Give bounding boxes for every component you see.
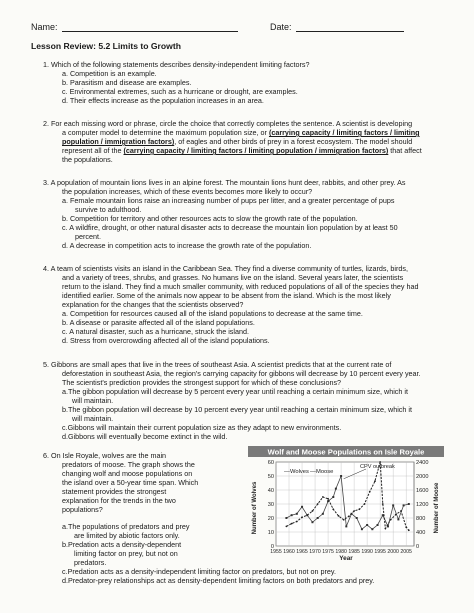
y-tick-label-right: 0 bbox=[416, 544, 420, 550]
q3-option-c: percent. bbox=[75, 232, 101, 241]
moose-data-point bbox=[395, 514, 397, 516]
moose-data-point bbox=[358, 508, 360, 510]
q2-text: , of eagles and other birds of prey in a forest ecosystem. The model should bbox=[174, 137, 413, 146]
q2-choice-2[interactable]: (carrying capacity / limiting factors / limiting population / immigration factors) bbox=[123, 146, 389, 155]
x-tick-label: 1970 bbox=[309, 549, 321, 555]
moose-data-point bbox=[332, 508, 334, 510]
legend-label: — bbox=[310, 469, 316, 475]
q5-stem: The scientist's prediction provides the strongest support for which of these conclusions? bbox=[62, 378, 342, 387]
wolves-data-point bbox=[296, 513, 298, 515]
q4-option-b: b. A disease or parasite affected all of the island populations. bbox=[62, 318, 255, 327]
q3-option-a: survive to adulthood. bbox=[75, 205, 142, 214]
y-tick-label-left: 0 bbox=[270, 544, 274, 550]
q1-option-b: b. Parasitism and disease are examples. bbox=[62, 78, 192, 87]
q6-option-c: c.Predation acts as a density-independent limiting factor on predators, but not on prey. bbox=[62, 567, 336, 576]
y-tick-label-left: 20 bbox=[267, 516, 274, 522]
y-tick-label-right: 400 bbox=[416, 530, 426, 536]
moose-data-point bbox=[400, 510, 402, 512]
x-tick-label: 1980 bbox=[335, 549, 347, 555]
y-tick-label-left: 50 bbox=[267, 474, 274, 480]
name-field[interactable] bbox=[62, 31, 238, 32]
wolves-data-point bbox=[356, 517, 358, 519]
q4-stem: 4. A team of scientists visits an island in the Caribbean Sea. They find a diverse community of turtles, lizards, birds, bbox=[43, 264, 409, 273]
q1-stem: 1. Which of the following statements describes density-independent limiting factors? bbox=[43, 60, 310, 69]
q5-option-a: a.The gibbon population will decrease by 5 percent every year until reaching a certain minimum size, which it bbox=[62, 387, 408, 396]
x-tick-label: 1990 bbox=[361, 549, 373, 555]
y-tick-label-right: 1200 bbox=[416, 502, 429, 508]
moose-data-point bbox=[390, 519, 392, 521]
moose-data-point bbox=[291, 523, 293, 525]
x-tick-label: 1960 bbox=[283, 549, 295, 555]
moose-data-point bbox=[384, 528, 386, 530]
wolves-data-point bbox=[291, 514, 293, 516]
q2-text: a computer model to determine the maximum population size, or bbox=[62, 128, 269, 137]
wolves-data-point bbox=[392, 504, 394, 506]
wolves-data-point bbox=[371, 528, 373, 530]
q4-option-d: d. Stress from overcrowding affected all of the island populations. bbox=[62, 336, 270, 345]
moose-data-point bbox=[369, 491, 371, 493]
q2-line-1: 2. For each missing word or phrase, circle the choice that correctly completes the sentence. A scientist is developing bbox=[43, 119, 413, 128]
q6-stem: 6. On Isle Royale, wolves are the main bbox=[43, 451, 167, 460]
moose-data-point bbox=[306, 514, 308, 516]
wolves-data-point bbox=[361, 528, 363, 530]
moose-data-point bbox=[364, 503, 366, 505]
chart-ylabel-right: Number of Moose bbox=[434, 482, 440, 534]
q1-option-d: d. Their effects increase as the population increases in an area. bbox=[62, 96, 264, 105]
y-tick-label-left: 40 bbox=[267, 488, 274, 494]
name-label: Name: bbox=[31, 22, 58, 32]
q5-option-d: d.Gibbons will eventually become extinct in the wild. bbox=[62, 432, 228, 441]
q2-choice-1-part2[interactable]: population / immigration factors) bbox=[62, 137, 175, 146]
moose-data-point bbox=[348, 515, 350, 517]
legend-label: — bbox=[284, 469, 290, 475]
moose-data-point bbox=[322, 496, 324, 498]
q3-option-c: c. A wildfire, drought, or other natural disaster acts to decrease the mountain lion population by at least 50 bbox=[62, 223, 398, 232]
q4-stem: return to the island. They find a much smaller community, with reduced populations of all of the species they had bbox=[62, 282, 419, 291]
y-tick-label-right: 1600 bbox=[416, 488, 429, 494]
q2-line-3 bbox=[62, 137, 412, 146]
x-tick-label: 1995 bbox=[374, 549, 386, 555]
wolves-data-point bbox=[340, 475, 342, 477]
y-tick-label-left: 10 bbox=[267, 530, 274, 536]
y-tick-label-right: 800 bbox=[416, 516, 426, 522]
moose-data-point bbox=[353, 510, 355, 512]
wolf-moose-chart bbox=[248, 446, 444, 562]
y-tick-label-left: 60 bbox=[267, 460, 274, 466]
wolves-data-point bbox=[403, 504, 405, 506]
moose-data-point bbox=[286, 526, 288, 528]
q4-option-c: c. A natural disaster, such as a hurricane, struck the island. bbox=[62, 327, 249, 336]
y-tick-label-right: 2400 bbox=[416, 460, 429, 466]
x-tick-label: 1985 bbox=[348, 549, 360, 555]
page-title: Lesson Review: 5.2 Limits to Growth bbox=[31, 41, 181, 51]
x-tick-label: 2005 bbox=[400, 549, 412, 555]
wolves-data-point bbox=[285, 517, 287, 519]
moose-data-point bbox=[374, 480, 376, 482]
moose-data-point bbox=[405, 526, 407, 528]
q5-option-a: will maintain. bbox=[72, 396, 114, 405]
wolves-data-point bbox=[377, 524, 379, 526]
q6-option-a: are limited by abiotic factors only. bbox=[74, 531, 180, 540]
q2-text: represent all of the bbox=[62, 146, 124, 155]
wolves-data-point bbox=[322, 513, 324, 515]
q2-text: that affect bbox=[388, 146, 422, 155]
wolves-data-point bbox=[332, 496, 334, 498]
wolves-data-point bbox=[317, 517, 319, 519]
moose-data-point bbox=[379, 461, 381, 463]
date-label: Date: bbox=[270, 22, 292, 32]
q5-stem: deforestation in southeast Asia, the region's carrying capacity for gibbons will decrease by 10 percent every year. bbox=[62, 369, 421, 378]
q5-option-b: b.The gibbon population will decrease by 10 percent every year until reaching a certain minimum size, which it bbox=[62, 405, 412, 414]
q6-stem: predators of moose. The graph shows the bbox=[62, 460, 195, 469]
q1-option-c: c. Environmental extremes, such as a hurricane or drought, are examples. bbox=[62, 87, 298, 96]
moose-data-point bbox=[312, 510, 314, 512]
q4-stem: identified earlier. Some of the animals now appear to be absent from the island. Which is the most likely bbox=[62, 291, 391, 300]
moose-data-point bbox=[317, 503, 319, 505]
annotation-label: CPV outbreak bbox=[360, 464, 395, 470]
wolves-data-point bbox=[397, 518, 399, 520]
q1-option-a: a. Competition is an example. bbox=[62, 69, 157, 78]
q6-stem: the island over a 50-year time span. Which bbox=[62, 478, 199, 487]
q5-stem: 5. Gibbons are small apes that live in the trees of southeast Asia. A scientist predicts that at the current rate of bbox=[43, 360, 392, 369]
q6-stem: changing wolf and moose populations on bbox=[62, 469, 193, 478]
wolves-data-point bbox=[335, 488, 337, 490]
x-tick-label: 2000 bbox=[387, 549, 399, 555]
wolves-data-point bbox=[366, 524, 368, 526]
q6-stem: explanation for the trends in the two bbox=[62, 496, 176, 505]
moose-data-point bbox=[408, 529, 410, 531]
q5-option-b: will maintain. bbox=[72, 414, 114, 423]
q6-stem: statement provides the strongest bbox=[62, 487, 167, 496]
chart-title: Wolf and Moose Populations on Isle Royale bbox=[267, 447, 425, 457]
q3-stem: 3. A population of mountain lions lives in an alpine forest. The mountain lions hunt deer, rabbits, and other prey. As bbox=[43, 178, 406, 187]
chart-xlabel: Year bbox=[339, 555, 353, 562]
date-field[interactable] bbox=[296, 31, 404, 32]
q4-stem: and a variety of trees, shrubs, and grasses. No humans live on the island. Several years later, the scientists bbox=[62, 273, 404, 282]
q5-option-c: c.Gibbons will maintain their current population size as they adapt to new environments. bbox=[62, 423, 342, 432]
y-tick-label-left: 30 bbox=[267, 502, 274, 508]
q3-stem: the population increases, which of these events becomes more likely to occur? bbox=[62, 187, 313, 196]
wolves-data-point bbox=[345, 525, 347, 527]
legend-label: Wolves bbox=[290, 469, 309, 475]
x-tick-label: 1955 bbox=[270, 549, 282, 555]
wolves-data-point bbox=[408, 503, 410, 505]
q6-option-a: a.The populations of predators and prey bbox=[62, 522, 190, 531]
q6-option-b: predators. bbox=[74, 558, 107, 567]
q3-option-a: a. Female mountain lions raise an increasing number of pups per litter, and a greater percentage of pups bbox=[62, 196, 395, 205]
y-tick-label-right: 2000 bbox=[416, 474, 429, 480]
q6-option-b: limiting factor on prey, but not on bbox=[74, 549, 178, 558]
q4-stem: explanation for the changes that the scientists observed? bbox=[62, 300, 244, 309]
x-tick-label: 1965 bbox=[296, 549, 308, 555]
q3-option-b: b. Competition for territory and other resources acts to slow the growth rate of the population. bbox=[62, 214, 358, 223]
moose-data-point bbox=[382, 503, 384, 505]
moose-data-point bbox=[301, 516, 303, 518]
q6-option-b: b.Predation acts a density-dependent bbox=[62, 540, 182, 549]
wolves-data-point bbox=[301, 506, 303, 508]
x-tick-label: 1975 bbox=[322, 549, 334, 555]
moose-data-point bbox=[327, 498, 329, 500]
moose-data-point bbox=[338, 515, 340, 517]
chart-ylabel-left: Number of Wolves bbox=[252, 481, 258, 535]
q2-line-2 bbox=[62, 128, 420, 137]
q3-option-d: d. A decrease in competition acts to increase the growth rate of the population. bbox=[62, 241, 312, 250]
q6-stem: populations? bbox=[62, 505, 103, 514]
wolves-data-point bbox=[311, 521, 313, 523]
q2-line-5: the populations. bbox=[62, 155, 113, 164]
moose-data-point bbox=[343, 519, 345, 521]
q2-choice-1-part1[interactable]: (carrying capacity / limiting factors / limiting bbox=[268, 128, 420, 137]
legend-label: Moose bbox=[316, 469, 334, 475]
q6-option-d: d.Predator-prey relationships act as density-dependent limiting factors on both predators and prey. bbox=[62, 576, 375, 585]
q2-line-4 bbox=[62, 146, 422, 155]
moose-data-point bbox=[296, 521, 298, 523]
q4-option-a: a. Competition for resources caused all of the island populations to decrease at the same time. bbox=[62, 309, 363, 318]
